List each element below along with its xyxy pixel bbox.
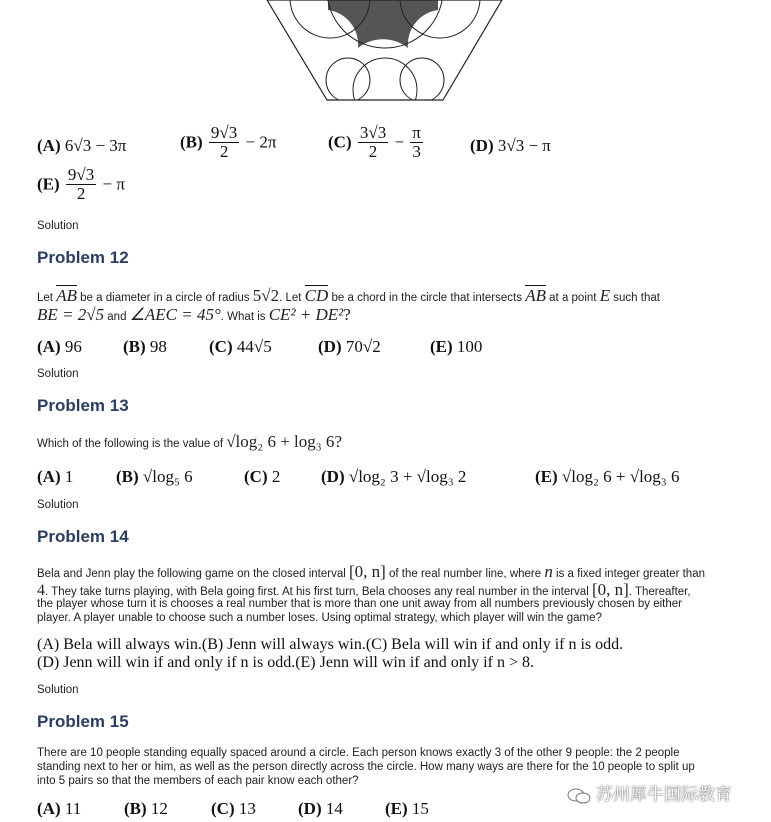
p12-choice-e: (E) 100 <box>430 337 483 356</box>
p12-title: Problem 12 <box>37 248 129 267</box>
p12-text-line1: Let AB be a diameter in a circle of radius 5√2. Let CD be a chord in the circle that intersects AB at a point E such that <box>37 286 660 305</box>
p13-text: Which of the following is the value of √log₂ 6 + log₃ 6? <box>37 432 342 451</box>
p15-text-line1: There are 10 people standing equally spaced around a circle. Each person knows exactly 3 of the other 9 people: the 2 people <box>37 747 680 759</box>
p11-choice-d: (D) 3√3 − π <box>470 136 551 155</box>
p12-choice-c: (C) 44√5 <box>209 337 272 356</box>
p14-choice-a: (A) Bela will always win. <box>37 636 202 653</box>
p11-solution-link[interactable]: Solution <box>37 220 79 232</box>
p13-choice-a: (A) 1 <box>37 467 74 486</box>
p15-text-line3: into 5 pairs so that the members of each pair know each other? <box>37 775 359 787</box>
p14-text-line1: Bela and Jenn play the following game on the closed interval [0, n] of the real number line, where n is a fixed integer greater than <box>37 562 705 581</box>
watermark-text: 苏州犀牛国际教育 <box>596 785 732 805</box>
p15-title: Problem 15 <box>37 712 129 731</box>
p12-text-line2: BE = 2√5 and ∠AEC = 45°. What is CE² + DE²? <box>37 305 351 324</box>
watermark <box>566 780 732 805</box>
p15-choice-a: (A) 11 <box>37 799 82 818</box>
p12-choice-b: (B) 98 <box>123 337 167 356</box>
p11-choice-a: (A) 6√3 − 3π <box>37 136 127 155</box>
p12-choice-a: (A) 96 <box>37 337 82 356</box>
p14-text-line4: player. A player unable to choose such a number loses. Using optimal strategy, which player will win the game? <box>37 612 602 624</box>
p15-choice-b: (B) 12 <box>124 799 168 818</box>
p12-solution-link[interactable]: Solution <box>37 368 79 380</box>
p14-choice-b: (B) Jenn will always win. <box>201 636 366 653</box>
p13-choice-b: (B) √log₅ 6 <box>116 467 193 486</box>
p13-choice-e: (E) √log₂ 6 + √log₃ 6 <box>535 467 680 486</box>
p12-choice-d: (D) 70√2 <box>318 337 381 356</box>
hexagon-figure <box>260 0 510 102</box>
shaded-region <box>328 0 438 48</box>
p14-choices-row1 <box>37 636 623 654</box>
p15-text-line2: standing next to her or him, as well as the person directly across the circle. How many ways are there for the 10 people to split up <box>37 761 695 773</box>
p14-choice-c: (C) Bela will win if and only if n is odd. <box>365 636 624 653</box>
p15-choice-d: (D) 14 <box>298 799 343 818</box>
p11-choice-e: (E) $\frac{9√3}{2}$ − π <box>37 165 125 203</box>
p14-choice-e: (E) Jenn will win if and only if n > 8. <box>295 654 534 671</box>
p14-text-line2: 4. They take turns playing, with Bela going first. At his first turn, Bela chooses any real number in the interval [0, n]. Thereafter, <box>37 580 691 599</box>
wechat-icon <box>566 787 592 805</box>
p14-choice-d: (D) Jenn will win if and only if n is odd. <box>37 654 296 671</box>
p11-choice-b: (B) $\frac{9√3}{2}$ − 2π <box>180 123 277 161</box>
p13-choice-c: (C) 2 <box>244 467 281 486</box>
p13-title: Problem 13 <box>37 396 129 415</box>
p13-solution-link[interactable]: Solution <box>37 499 79 511</box>
p14-solution-link[interactable]: Solution <box>37 684 79 696</box>
p14-choices-row2 <box>37 654 534 672</box>
p15-choice-c: (C) 13 <box>211 799 256 818</box>
p11-choice-c: (C) $\frac{3√3}{2}$ − $\frac{\pi}{3}$ <box>328 123 421 161</box>
p13-choice-d: (D) √log₂ 3 + √log₃ 2 <box>321 467 467 486</box>
p14-title: Problem 14 <box>37 527 129 546</box>
p14-text-line3: the player whose turn it is chooses a real number that is more than one unit away from all numbers previously chosen by either <box>37 598 682 610</box>
p15-choice-e: (E) 15 <box>385 799 429 818</box>
